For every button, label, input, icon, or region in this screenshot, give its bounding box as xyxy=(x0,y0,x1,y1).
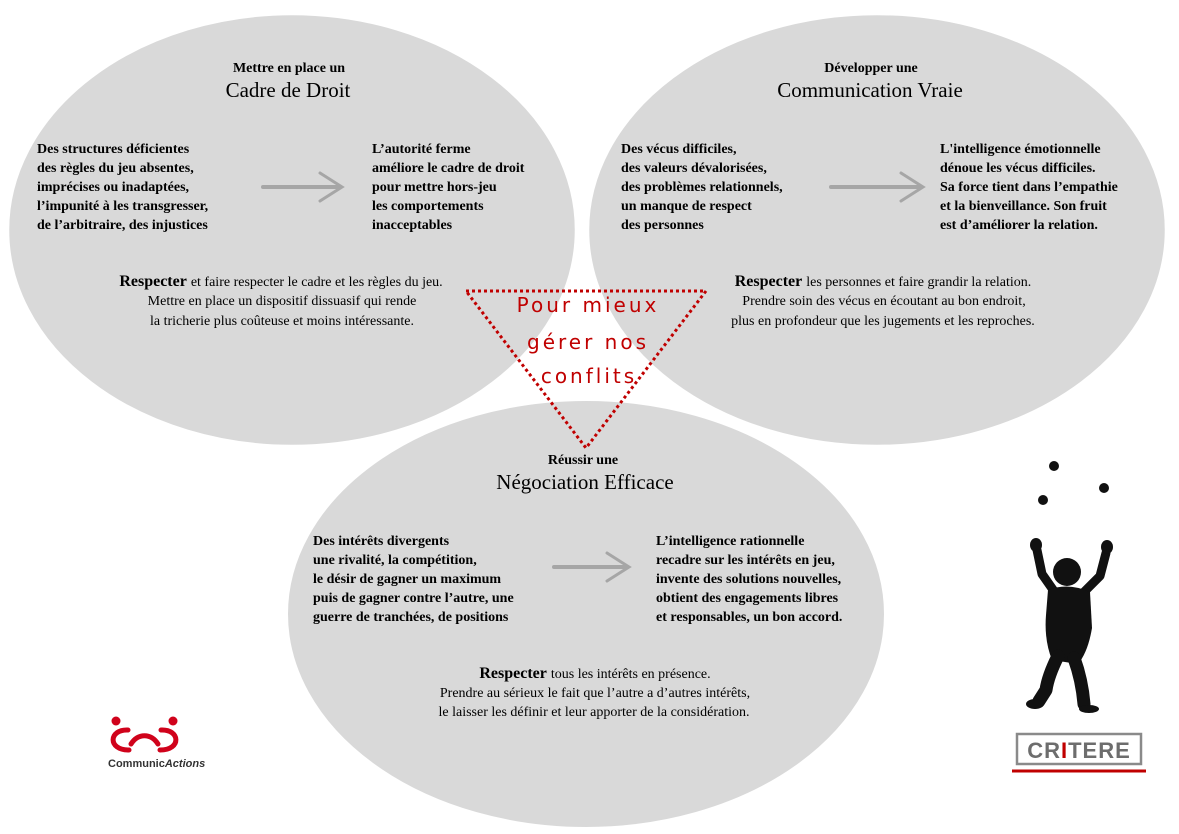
juggling-ball-icon xyxy=(1049,461,1059,471)
circle-communication-vraie xyxy=(588,14,1166,446)
center-line: Pour mieux xyxy=(516,293,660,317)
respect-rest: les personnes et faire grandir la relation. xyxy=(806,275,1032,290)
juggler-left-hand xyxy=(1030,538,1042,552)
solution-line: L'intelligence émotionnelle xyxy=(940,142,1101,157)
respect-rest: tous les intérêts en présence. xyxy=(550,667,711,682)
center-line: gérer nos xyxy=(527,330,649,354)
respect-line: la tricherie plus coûteuse et moins intéressante. xyxy=(150,314,414,329)
circle-title: Négociation Efficace xyxy=(496,470,674,494)
respect-keyword: Respecter xyxy=(119,273,187,290)
circle-kicker: Mettre en place un xyxy=(232,61,346,76)
problem-line: des personnes xyxy=(621,218,704,233)
juggling-ball-icon xyxy=(1038,495,1048,505)
logo-text-prefix: CR xyxy=(1027,738,1061,763)
juggler-left-leg xyxy=(1039,656,1058,701)
logo-text-suffix: TERE xyxy=(1068,738,1131,763)
logo-text-prefix: Communic xyxy=(108,758,165,770)
solution-line: L’intelligence rationnelle xyxy=(656,534,805,549)
communicactions-logo-text xyxy=(108,758,205,770)
problem-line: Des intérêts divergents xyxy=(313,534,450,549)
problem-line: une rivalité, la compétition, xyxy=(313,553,477,568)
respect-line: Mettre en place un dispositif dissuasif qui rende xyxy=(147,294,417,309)
respect-statement xyxy=(119,273,442,290)
problem-line: un manque de respect xyxy=(621,199,752,214)
respect-line: Prendre au sérieux le fait que l’autre a d’autres intérêts, xyxy=(439,686,751,701)
respect-line: plus en profondeur que les jugements et les reproches. xyxy=(731,314,1035,329)
communicactions-logo-icon xyxy=(112,717,178,751)
solution-line: et responsables, un bon accord. xyxy=(656,610,843,625)
problem-line: puis de gagner contre l’autre, une xyxy=(313,591,514,606)
problem-line: des problèmes relationnels, xyxy=(621,180,783,195)
problem-line: Des vécus difficiles, xyxy=(621,142,737,157)
juggler-head xyxy=(1053,558,1081,586)
juggler-silhouette-icon xyxy=(1026,461,1113,713)
solution-line: Sa force tient dans l’empathie xyxy=(940,180,1118,195)
circle-cadre-de-droit xyxy=(8,14,576,446)
juggler-torso xyxy=(1046,586,1092,664)
juggler-right-hand xyxy=(1101,540,1113,554)
problem-line: des règles du jeu absentes, xyxy=(37,161,194,176)
juggler-right-leg xyxy=(1074,658,1084,704)
respect-keyword: Respecter xyxy=(734,273,803,290)
solution-line: pour mettre hors-jeu xyxy=(372,180,497,195)
logo-text-suffix: Actions xyxy=(164,758,206,770)
solution-line: invente des solutions nouvelles, xyxy=(656,572,842,587)
circle-kicker: Développer une xyxy=(824,61,918,76)
solution-line: inacceptables xyxy=(372,218,453,233)
problem-line: le désir de gagner un maximum xyxy=(313,572,502,587)
circle-title: Cadre de Droit xyxy=(225,78,351,102)
respect-line: Prendre soin des vécus en écoutant au bon endroit, xyxy=(742,294,1026,309)
critere-logo xyxy=(1012,734,1146,771)
problems-list xyxy=(37,142,208,233)
circle-negociation-efficace xyxy=(287,400,885,828)
respect-line: le laisser les définir et leur apporter de la considération. xyxy=(438,705,750,720)
solution-line: est d’améliorer la relation. xyxy=(940,218,1098,233)
respect-statement xyxy=(735,273,1032,290)
communicactions-logo xyxy=(108,717,205,771)
circle-title: Communication Vraie xyxy=(777,78,963,102)
critere-logo-text xyxy=(1027,738,1131,763)
respect-keyword: Respecter xyxy=(479,665,547,682)
juggler-foot xyxy=(1079,705,1099,713)
logo-text-accent: I xyxy=(1060,738,1069,763)
problem-line: guerre de tranchées, de positions xyxy=(313,610,509,625)
solution-line: recadre sur les intérêts en jeu, xyxy=(656,553,835,568)
respect-rest: et faire respecter le cadre et les règles du jeu. xyxy=(190,275,443,290)
solution-line: obtient des engagements libres xyxy=(656,591,839,606)
problem-line: de l’arbitraire, des injustices xyxy=(37,218,208,233)
solution-line: dénoue les vécus difficiles. xyxy=(940,161,1096,176)
problem-line: imprécises ou inadaptées, xyxy=(37,180,190,195)
solution-list xyxy=(940,142,1118,233)
problem-line: Des structures déficientes xyxy=(37,142,190,157)
juggler-right-arm xyxy=(1082,553,1106,594)
solution-line: les comportements xyxy=(372,199,484,214)
circle-kicker: Réussir une xyxy=(547,453,619,468)
respect-statement xyxy=(479,665,710,682)
solution-line: L’autorité ferme xyxy=(372,142,471,157)
center-line: conflits xyxy=(540,364,638,388)
solution-line: et la bienveillance. Son fruit xyxy=(940,199,1107,214)
problem-line: l’impunité à les transgresser, xyxy=(37,199,209,214)
juggler-foot xyxy=(1026,699,1044,709)
juggling-ball-icon xyxy=(1099,483,1109,493)
problem-line: des valeurs dévalorisées, xyxy=(621,161,767,176)
solution-line: améliore le cadre de droit xyxy=(372,161,525,176)
